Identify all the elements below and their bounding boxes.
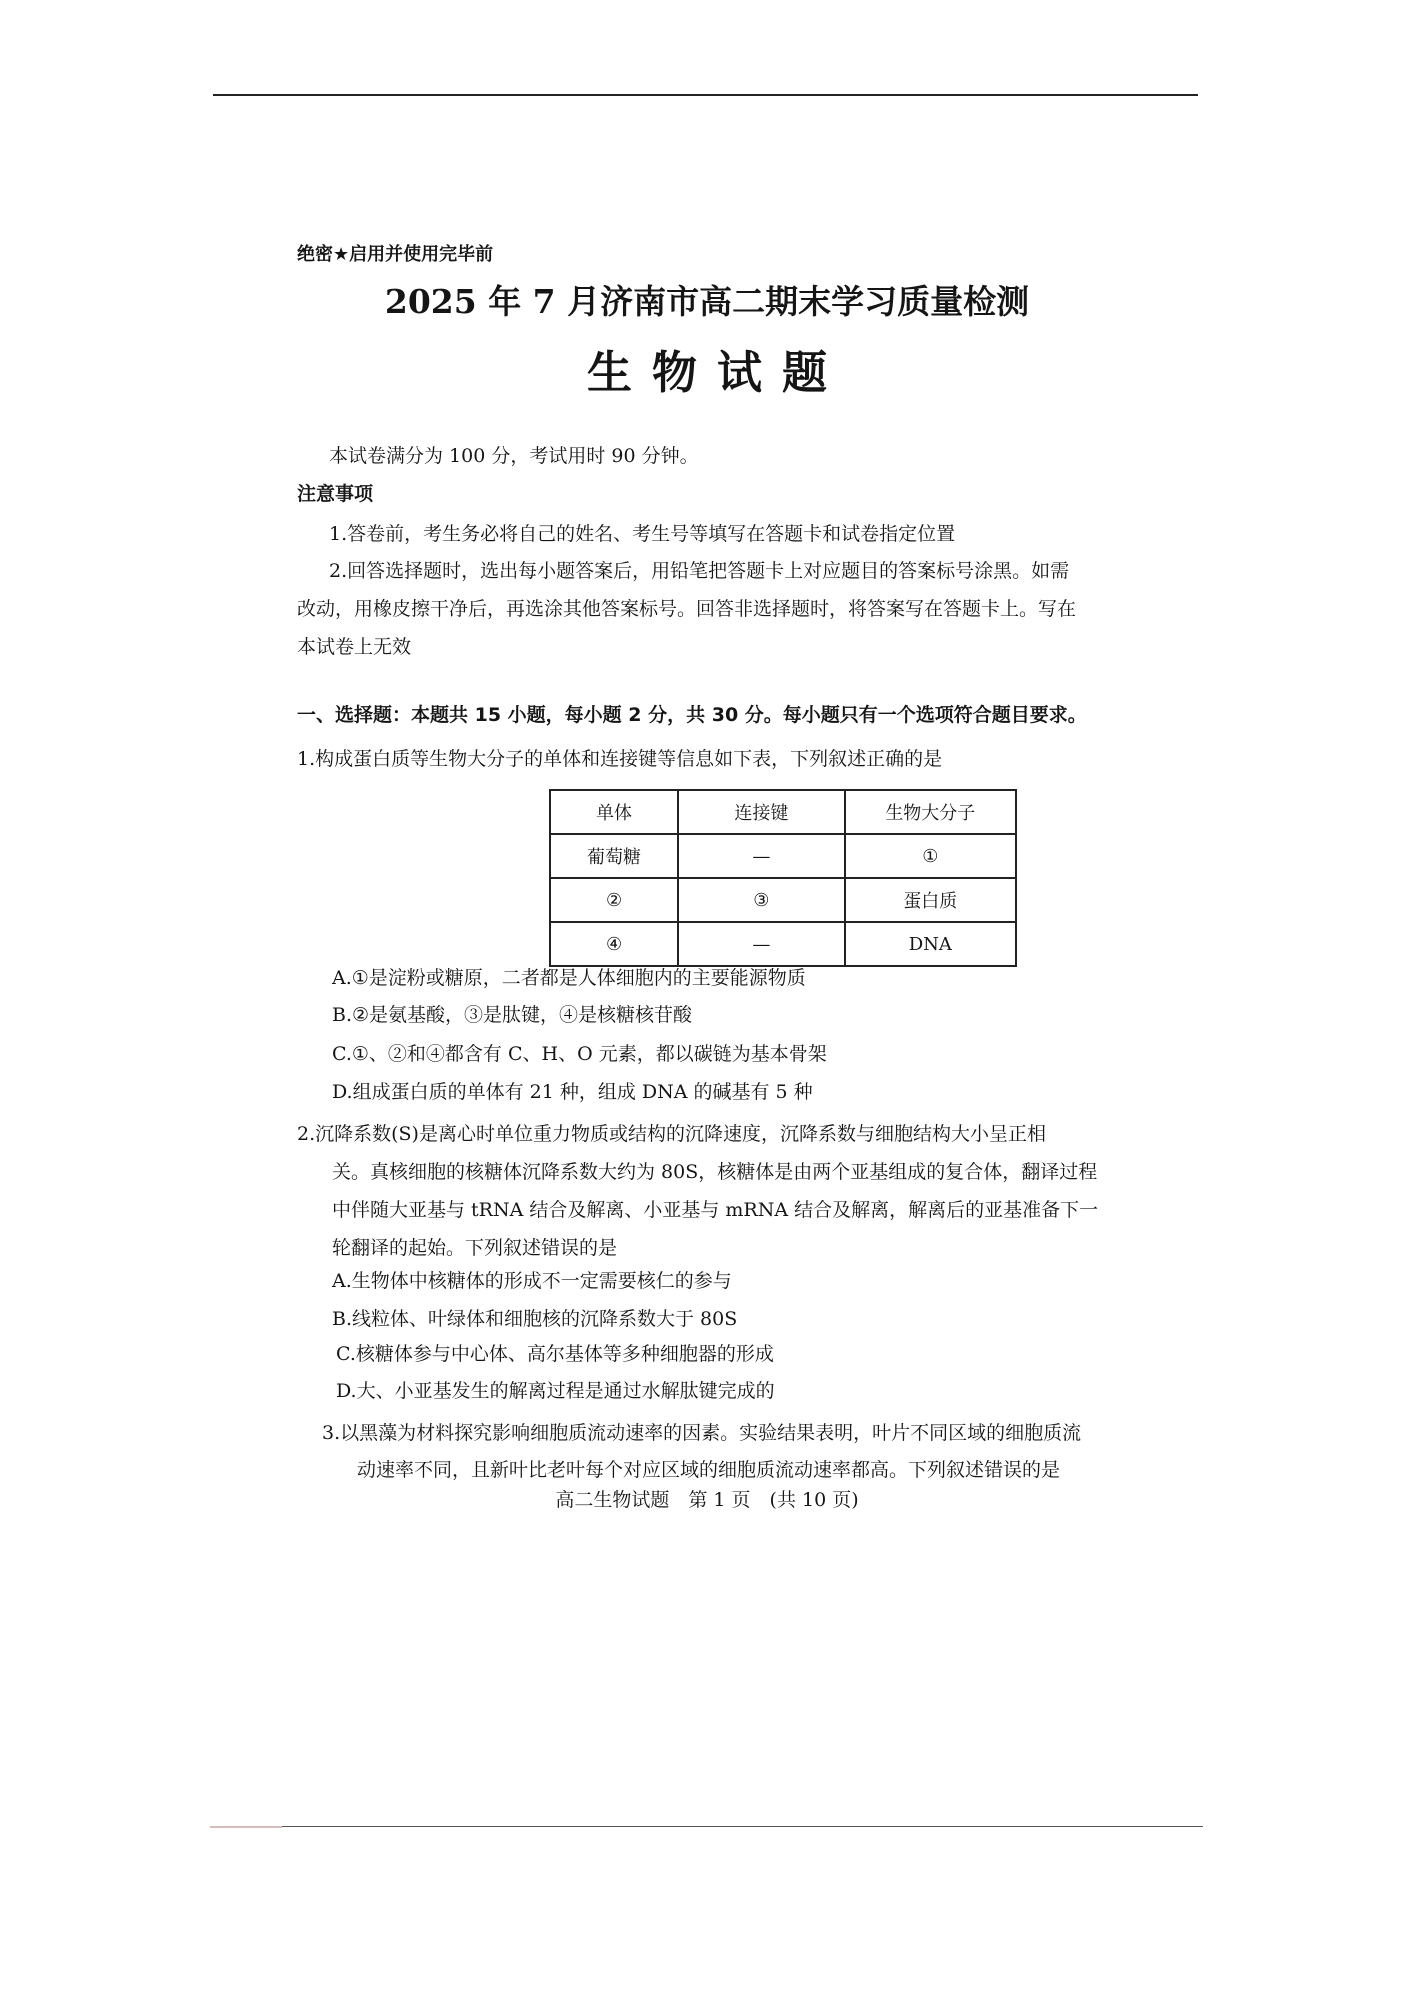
secret-mark: 绝密★启用并使用完毕前: [297, 244, 494, 265]
page-footer: 高二生物试题 第 1 页 (共 10 页): [555, 1489, 859, 1511]
question-1-stem: 1.构成蛋白质等生物大分子的单体和连接键等信息如下表，下列叙述正确的是: [297, 748, 943, 770]
table-cell: ③: [678, 878, 845, 922]
question-2-stem-line-2: 关。真核细胞的核糖体沉降系数大约为 80S，核糖体是由两个亚基组成的复合体，翻译过程: [332, 1161, 1098, 1183]
note-item-2-line-3: 本试卷上无效: [297, 636, 412, 658]
question-3-stem-line-1: 3.以黑藻为材料探究影响细胞质流动速率的因素。实验结果表明，叶片不同区域的细胞质流: [322, 1422, 1082, 1444]
question-2-stem-line-4: 轮翻译的起始。下列叙述错误的是: [332, 1237, 618, 1259]
note-item-2-line-2: 改动，用橡皮擦干净后，再选涂其他答案标号。回答非选择题时，将答案写在答题卡上。写在: [297, 598, 1077, 620]
question-2-stem-line-3: 中伴随大亚基与 tRNA 结合及解离、小亚基与 mRNA 结合及解离，解离后的亚基准备下一: [332, 1199, 1099, 1221]
question-2-option-b: B.线粒体、叶绿体和细胞核的沉降系数大于 80S: [332, 1308, 738, 1330]
table-cell: ①: [845, 834, 1016, 878]
table-row: [550, 922, 1016, 966]
table-header-cell: 连接键: [678, 790, 845, 834]
table-header-row: [550, 790, 1016, 834]
table-cell: 葡萄糖: [550, 834, 678, 878]
exam-title: 2025 年 7 月济南市高二期末学习质量检测: [384, 282, 1030, 321]
table-row: [550, 834, 1016, 878]
table-cell: —: [678, 834, 845, 878]
question-1-option-b: B.②是氨基酸，③是肽键，④是核糖核苷酸: [332, 1004, 693, 1026]
table-cell: 蛋白质: [845, 878, 1016, 922]
question-2-stem-line-1: 2.沉降系数(S)是离心时单位重力物质或结构的沉降速度，沉降系数与细胞结构大小呈正相: [297, 1123, 1046, 1145]
notes-heading: 注意事项: [297, 483, 374, 505]
table-header-cell: 单体: [550, 790, 678, 834]
question-3-stem-line-2: 动速率不同，且新叶比老叶每个对应区域的细胞质流动速率都高。下列叙述错误的是: [357, 1459, 1061, 1481]
table-cell: ④: [550, 922, 678, 966]
question-2-option-d: D.大、小亚基发生的解离过程是通过水解肽键完成的: [336, 1380, 775, 1402]
intro-text: 本试卷满分为 100 分，考试用时 90 分钟。: [329, 445, 699, 467]
question-2-option-a: A.生物体中核糖体的形成不一定需要核仁的参与: [332, 1270, 732, 1292]
top-rule: [213, 94, 1198, 96]
table-row: [550, 878, 1016, 922]
question-1-option-a: A.①是淀粉或糖原，二者都是人体细胞内的主要能源物质: [332, 967, 806, 989]
question-1-option-c: C.①、②和④都含有 C、H、O 元素，都以碳链为基本骨架: [332, 1043, 827, 1065]
section-heading: 一、选择题：本题共 15 小题，每小题 2 分，共 30 分。每小题只有一个选项符合题目要求。: [297, 704, 1087, 726]
note-item-2-line-1: 2.回答选择题时，选出每小题答案后，用铅笔把答题卡上对应题目的答案标号涂黑。如需: [329, 560, 1070, 582]
table-cell: —: [678, 922, 845, 966]
note-item-1: 1.答卷前，考生务必将自己的姓名、考生号等填写在答题卡和试卷指定位置: [329, 523, 956, 545]
bottom-rule-mark: [210, 1826, 282, 1828]
table-header-cell: 生物大分子: [845, 790, 1016, 834]
table-cell: ②: [550, 878, 678, 922]
table-cell: DNA: [845, 922, 1016, 966]
bottom-rule: [210, 1826, 1203, 1827]
question-2-option-c: C.核糖体参与中心体、高尔基体等多种细胞器的形成: [336, 1343, 774, 1365]
subject-title: 生物试题: [586, 346, 847, 399]
question-1-option-d: D.组成蛋白质的单体有 21 种，组成 DNA 的碱基有 5 种: [332, 1081, 813, 1103]
question-1-table: [549, 789, 1017, 967]
